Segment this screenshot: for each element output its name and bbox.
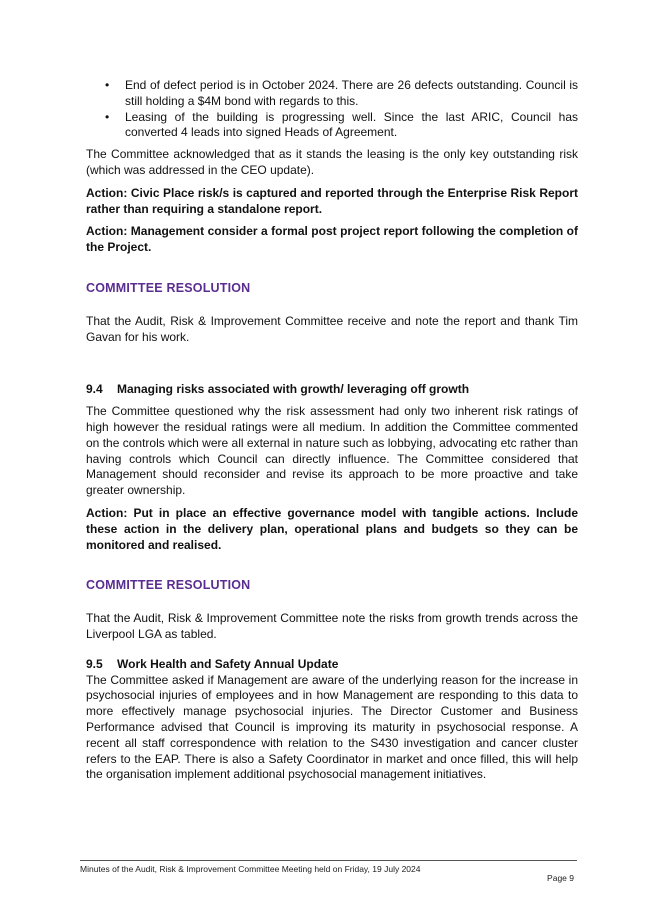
section-number: 9.5	[86, 656, 103, 671]
committee-resolution-heading: COMMITTEE RESOLUTION	[86, 280, 251, 295]
page-number: Page 9	[547, 873, 574, 883]
bullet-text: Leasing of the building is progressing well. Since the last ARIC, Council has converted 4 leads into signed Heads of Agreement.	[125, 109, 578, 140]
section-number: 9.4	[86, 382, 103, 397]
page-content	[86, 78, 578, 783]
section-title: Work Health and Safety Annual Update	[117, 656, 339, 671]
acknowledgement-paragraph: The Committee acknowledged that as it stands the leasing is the only key outstanding risk (which was addressed in the CEO update).	[86, 147, 578, 177]
committee-resolution-text: That the Audit, Risk & Improvement Committee receive and note the report and thank Tim Gavan for his work.	[86, 313, 578, 344]
section-body: The Committee asked if Management are aware of the underlying reason for the increase in psychosocial injuries of employees and in how Management are responding to this data to more effectively manage psychosocial injuries. The Director Customer and Business Performance advised that Council is improving its maturity in psychosocial response. A recent all staff correspondence with relation to the S430 investigation and cancer cluster refers to the EAP. There is also a Safety Coordinator in market and once filled, this will help the organisation implement additional psychosocial management initiatives.	[86, 672, 578, 782]
section-body: The Committee questioned why the risk assessment had only two inherent risk ratings of high however the residual ratings were all medium. In addition the Committee commented on the controls which were all external in nature such as lobbying, advocating etc rather than having controls which Council can directly influence. The Committee considered that Management should reconsider and revise its approach to be more proactive and take greater ownership.	[86, 404, 578, 498]
list-item	[86, 110, 578, 142]
section-heading-9-4	[86, 382, 578, 398]
bullet-icon: •	[105, 78, 110, 92]
action-civic-place: Action: Civic Place risk/s is captured and reported through the Enterprise Risk Report rather than requiring a standalone report.	[86, 185, 578, 216]
action-post-project-report: Action: Management consider a formal post project report following the completion of the Project.	[86, 224, 578, 255]
bullet-text: End of defect period is in October 2024. There are 26 defects outstanding. Council is still holding a $4M bond with regards to this.	[125, 78, 578, 108]
footer-divider	[80, 860, 577, 861]
section-heading-9-5	[86, 657, 578, 673]
committee-resolution-heading: COMMITTEE RESOLUTION	[86, 578, 251, 593]
bullet-icon: •	[105, 109, 110, 124]
bullet-list	[86, 78, 578, 141]
list-item	[86, 78, 578, 110]
action-governance-model: Action: Put in place an effective governance model with tangible actions. Include these action in the delivery plan, operational plans and budgets so they can be monitored and realised.	[86, 505, 578, 552]
committee-resolution-text: That the Audit, Risk & Improvement Committee note the risks from growth trends across the Liverpool LGA as tabled.	[86, 611, 578, 641]
section-title: Managing risks associated with growth/ leveraging off growth	[117, 382, 470, 397]
footer-text: Minutes of the Audit, Risk & Improvement Committee Meeting held on Friday, 19 July 2024	[80, 864, 421, 874]
